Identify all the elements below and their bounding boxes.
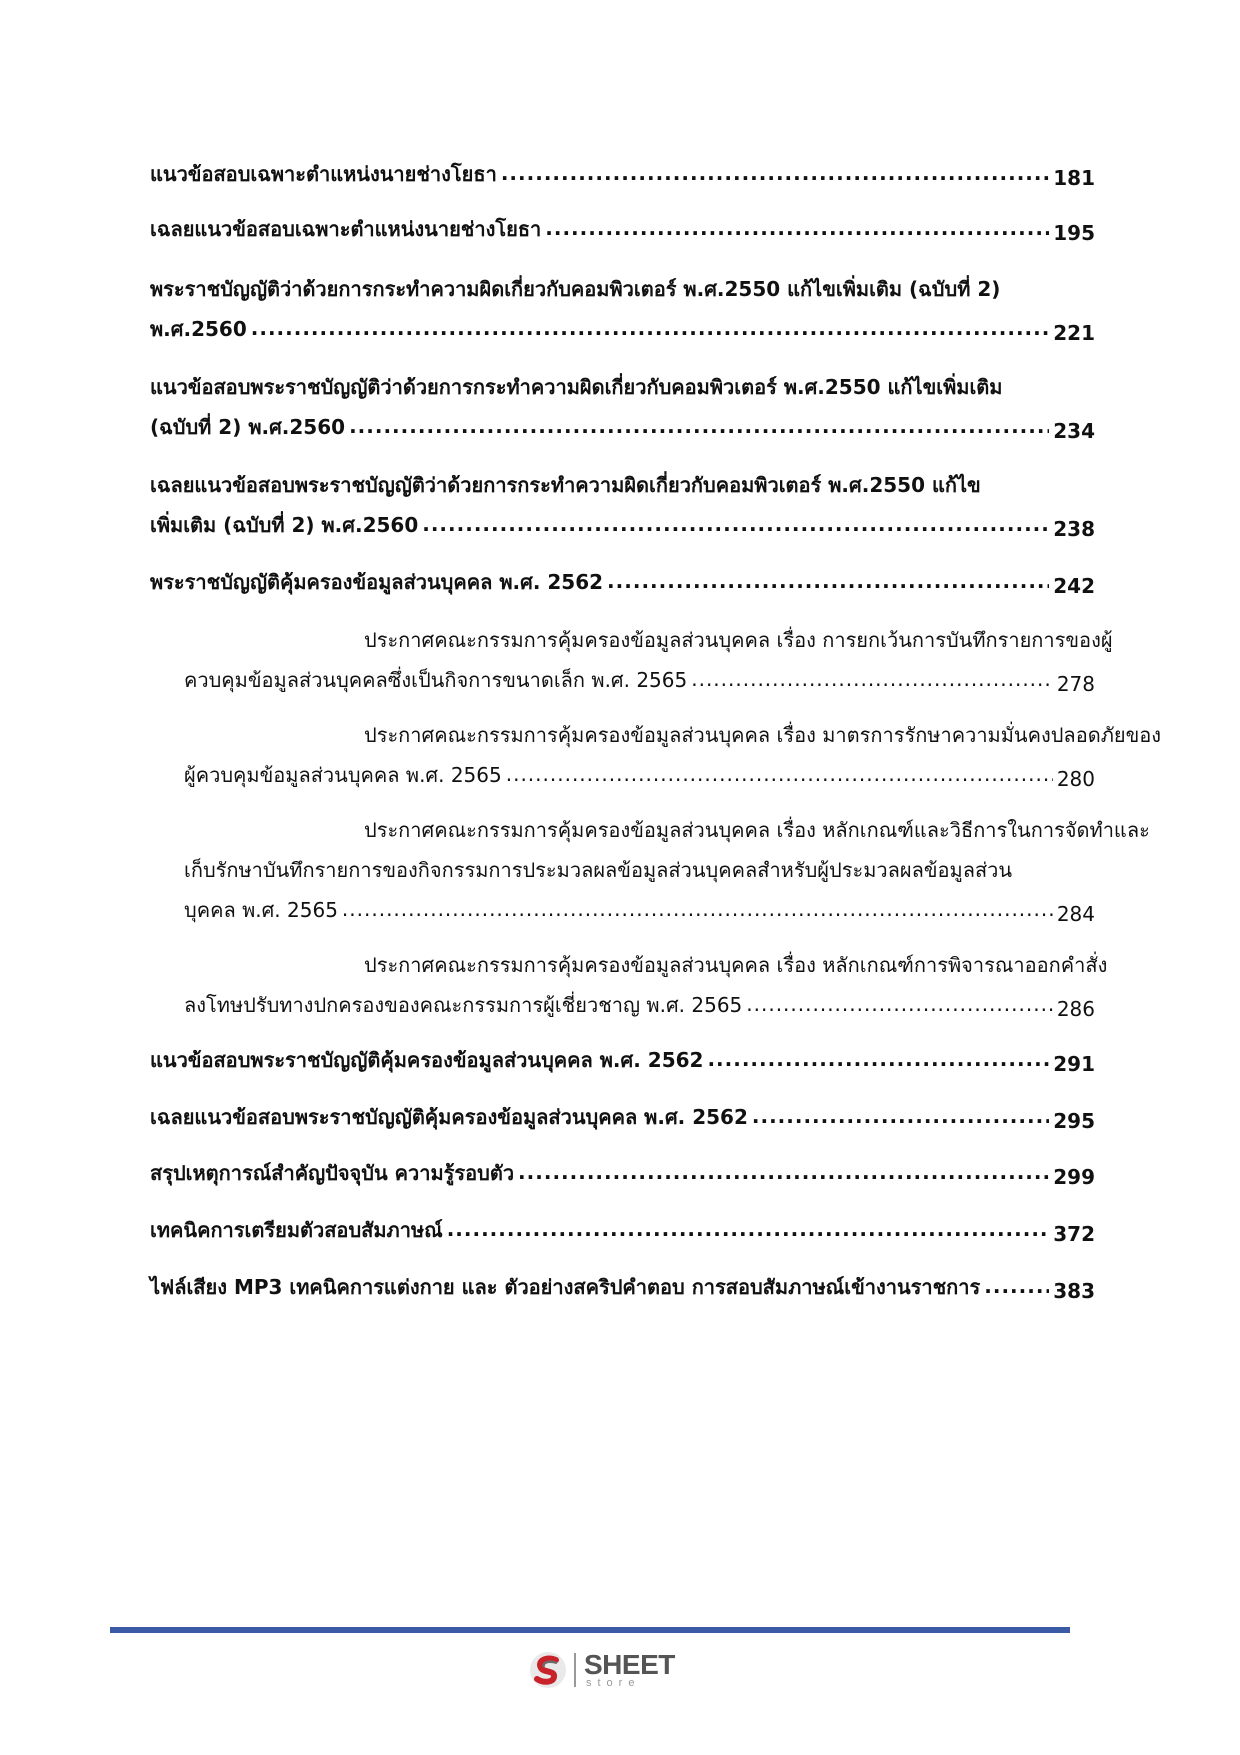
toc-entry-title: ลงโทษปรับทางปกครองของคณะกรรมการผู้เชี่ยวชาญ พ.ศ. 2565 bbox=[184, 993, 743, 1017]
toc-page-number: 181 bbox=[1053, 166, 1095, 190]
dot-leader bbox=[752, 1104, 1049, 1128]
toc-entry bbox=[150, 265, 1095, 345]
toc-page-number: 242 bbox=[1053, 574, 1095, 598]
toc-entry-title: แนวข้อสอบเฉพาะตำแหน่งนายช่างโยธา bbox=[150, 162, 497, 186]
dot-leader bbox=[422, 512, 1049, 536]
toc-entry-title: ประกาศคณะกรรมการคุ้มครองข้อมูลส่วนบุคคล เรื่อง มาตรการรักษาความมั่นคงปลอดภัยของ bbox=[364, 723, 1162, 747]
toc-page-number: 295 bbox=[1053, 1109, 1095, 1133]
dot-leader bbox=[707, 1047, 1049, 1071]
toc-page-number: 284 bbox=[1056, 902, 1095, 926]
toc-page-number: 195 bbox=[1053, 221, 1095, 245]
logo-s-icon bbox=[528, 1650, 568, 1690]
toc-page-number: 291 bbox=[1053, 1052, 1095, 1076]
toc-entry-title: เทคนิคการเตรียมตัวสอบสัมภาษณ์ bbox=[150, 1218, 443, 1242]
toc-page-number: 280 bbox=[1056, 767, 1095, 791]
table-of-contents bbox=[150, 150, 1162, 1319]
toc-entry-title: พ.ศ.2560 bbox=[150, 317, 247, 341]
sheet-store-logo bbox=[528, 1648, 675, 1692]
toc-entry bbox=[150, 711, 1162, 791]
toc-entry-title: ประกาศคณะกรรมการคุ้มครองข้อมูลส่วนบุคคล เรื่อง หลักเกณฑ์การพิจารณาออกคำสั่ง bbox=[364, 953, 1108, 977]
toc-page-number: 234 bbox=[1053, 419, 1095, 443]
toc-entry-title: เฉลยแนวข้อสอบเฉพาะตำแหน่งนายช่างโยธา bbox=[150, 217, 542, 241]
dot-leader bbox=[691, 667, 1053, 691]
toc-entry-title: แนวข้อสอบพระราชบัญญัติว่าด้วยการกระทำความผิดเกี่ยวกับคอมพิวเตอร์ พ.ศ.2550 แก้ไขเพิ่มเติม bbox=[150, 375, 1003, 399]
toc-entry-title: ไฟล์เสียง MP3 เทคนิคการแต่งกาย และ ตัวอย่างสคริปคำตอบ การสอบสัมภาษณ์เข้างานราชการ bbox=[150, 1275, 981, 1299]
toc-page-number: 372 bbox=[1053, 1222, 1095, 1246]
toc-entry-title: ควบคุมข้อมูลส่วนบุคคลซึ่งเป็นกิจการขนาดเล็ก พ.ศ. 2565 bbox=[184, 668, 688, 692]
toc-entry-title: (ฉบับที่ 2) พ.ศ.2560 bbox=[150, 415, 346, 439]
dot-leader bbox=[501, 161, 1049, 185]
toc-entry bbox=[150, 616, 1113, 696]
logo-subtext: store bbox=[586, 1677, 641, 1689]
toc-entry-title: ประกาศคณะกรรมการคุ้มครองข้อมูลส่วนบุคคล เรื่อง หลักเกณฑ์และวิธีการในการจัดทำและ bbox=[364, 818, 1150, 842]
dot-leader bbox=[607, 569, 1049, 593]
toc-entry-title: ประกาศคณะกรรมการคุ้มครองข้อมูลส่วนบุคคล เรื่อง การยกเว้นการบันทึกรายการของผู้ bbox=[364, 628, 1113, 652]
toc-page-number: 238 bbox=[1053, 517, 1095, 541]
toc-entry bbox=[150, 150, 1095, 190]
toc-entry bbox=[150, 1263, 1095, 1303]
dot-leader bbox=[342, 897, 1053, 921]
dot-leader bbox=[447, 1217, 1050, 1241]
dot-leader bbox=[545, 216, 1049, 240]
dot-leader bbox=[518, 1160, 1049, 1184]
toc-entry-title: แนวข้อสอบพระราชบัญญัติคุ้มครองข้อมูลส่วนบุคคล พ.ศ. 2562 bbox=[150, 1048, 704, 1072]
toc-entry-title: เฉลยแนวข้อสอบพระราชบัญญัติว่าด้วยการกระทำความผิดเกี่ยวกับคอมพิวเตอร์ พ.ศ.2550 แก้ไข bbox=[150, 473, 981, 497]
dot-leader bbox=[506, 762, 1053, 786]
toc-entry-title: พระราชบัญญัติคุ้มครองข้อมูลส่วนบุคคล พ.ศ. 2562 bbox=[150, 570, 604, 594]
toc-entry-title: เพิ่มเติม (ฉบับที่ 2) พ.ศ.2560 bbox=[150, 513, 419, 537]
toc-page-number: 286 bbox=[1056, 997, 1095, 1021]
toc-entry bbox=[150, 1149, 1095, 1189]
toc-entry bbox=[150, 806, 1150, 926]
toc-page-number: 383 bbox=[1053, 1279, 1095, 1303]
toc-entry-title: พระราชบัญญัติว่าด้วยการกระทำความผิดเกี่ยวกับคอมพิวเตอร์ พ.ศ.2550 แก้ไขเพิ่มเติม (ฉบับที่ 2) bbox=[150, 277, 1001, 301]
toc-page-number: 278 bbox=[1056, 672, 1095, 696]
toc-entry bbox=[150, 1093, 1095, 1133]
toc-entry bbox=[150, 461, 1095, 541]
toc-page-number: 299 bbox=[1053, 1165, 1095, 1189]
toc-entry bbox=[150, 205, 1095, 245]
toc-entry-title: สรุปเหตุการณ์สำคัญปัจจุบัน ความรู้รอบตัว bbox=[150, 1161, 515, 1185]
dot-leader bbox=[984, 1274, 1049, 1298]
toc-entry bbox=[150, 363, 1095, 443]
toc-page-number: 221 bbox=[1053, 321, 1095, 345]
logo-separator bbox=[574, 1653, 576, 1687]
toc-entry bbox=[150, 941, 1108, 1021]
toc-entry-title: บุคคล พ.ศ. 2565 bbox=[184, 898, 338, 922]
dot-leader bbox=[746, 992, 1053, 1016]
logo-text: SHEET bbox=[584, 1649, 675, 1680]
toc-entry-title: ผู้ควบคุมข้อมูลส่วนบุคคล พ.ศ. 2565 bbox=[184, 763, 502, 787]
dot-leader bbox=[349, 414, 1049, 438]
dot-leader bbox=[251, 316, 1050, 340]
footer-divider bbox=[110, 1627, 1070, 1633]
toc-entry bbox=[150, 1206, 1095, 1246]
toc-entry-title: เก็บรักษาบันทึกรายการของกิจกรรมการประมวลผลข้อมูลส่วนบุคคลสำหรับผู้ประมวลผลข้อมูลส่วน bbox=[184, 858, 1013, 882]
toc-entry bbox=[150, 558, 1095, 598]
toc-entry bbox=[150, 1036, 1095, 1076]
toc-entry-title: เฉลยแนวข้อสอบพระราชบัญญัติคุ้มครองข้อมูลส่วนบุคคล พ.ศ. 2562 bbox=[150, 1105, 748, 1129]
